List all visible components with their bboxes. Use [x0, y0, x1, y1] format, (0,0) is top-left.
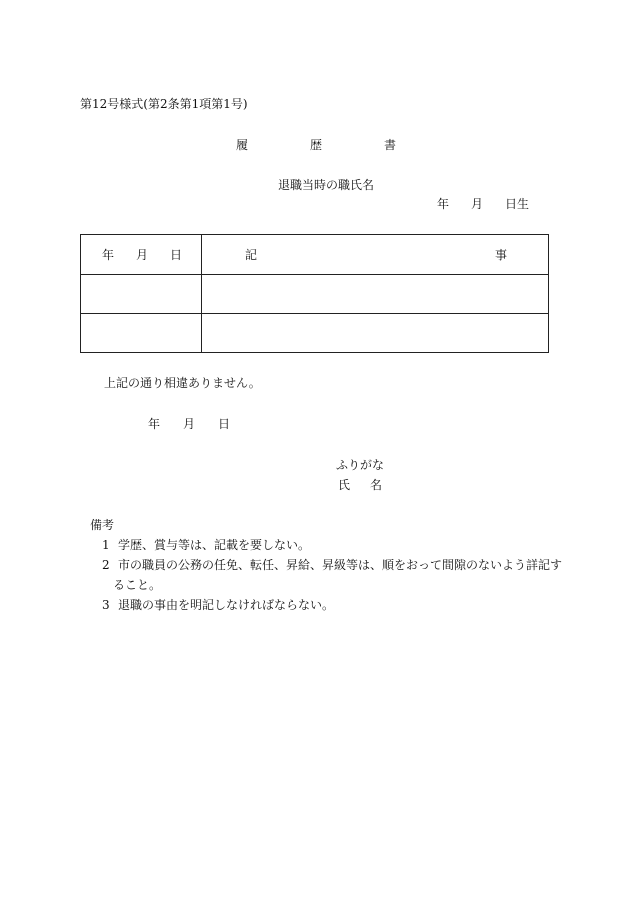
table-row	[81, 314, 549, 353]
header-record-left: 記	[245, 248, 258, 262]
document-title	[236, 139, 396, 151]
header-record-right: 事	[494, 248, 507, 262]
birth-day-label: 日生	[504, 197, 529, 211]
notes-title: 備考	[90, 518, 115, 532]
name-label-first: 氏	[338, 478, 351, 492]
history-table	[80, 234, 549, 353]
birth-year-label: 年	[437, 197, 450, 211]
birth-date-field	[437, 198, 529, 210]
birth-month-label: 月	[470, 197, 483, 211]
title-char: 書	[383, 138, 396, 152]
note-item	[102, 539, 310, 551]
sign-month-label: 月	[182, 417, 195, 431]
certification-statement: 上記の通り相違ありません。	[104, 376, 261, 390]
retire-name-label: 退職当時の職氏名	[278, 178, 375, 192]
sign-date-field	[148, 418, 230, 430]
header-year: 年	[102, 248, 115, 262]
note-text: 退職の事由を明記しなければならない。	[118, 598, 335, 612]
note-text: 学歴、賞与等は、記載を要しない。	[118, 538, 311, 552]
title-char: 歴	[309, 138, 322, 152]
name-label	[338, 479, 382, 491]
sign-day-label: 日	[217, 417, 230, 431]
record-cell[interactable]	[202, 275, 549, 314]
record-cell[interactable]	[202, 314, 549, 353]
note-item	[102, 599, 334, 611]
table-row	[81, 275, 549, 314]
furigana-label: ふりがな	[336, 458, 385, 472]
form-number: 第12号様式(第2条第1項第1号)	[80, 97, 248, 111]
header-record-cell	[202, 235, 549, 275]
note-number: 1	[102, 538, 110, 552]
sign-year-label: 年	[148, 417, 161, 431]
note-item	[102, 559, 562, 571]
name-label-second: 名	[369, 478, 382, 492]
note-number: 2	[102, 558, 110, 572]
date-cell[interactable]	[81, 314, 202, 353]
note-continuation: ること。	[113, 578, 162, 592]
table-header-row	[81, 235, 549, 275]
note-number: 3	[102, 598, 110, 612]
header-day: 日	[169, 248, 182, 262]
header-date-cell	[81, 235, 202, 275]
title-char: 履	[236, 138, 249, 152]
date-cell[interactable]	[81, 275, 202, 314]
note-text: 市の職員の公務の任免、転任、昇給、昇級等は、順をおって間隙のないよう詳記す	[118, 558, 563, 572]
header-month: 月	[135, 248, 148, 262]
